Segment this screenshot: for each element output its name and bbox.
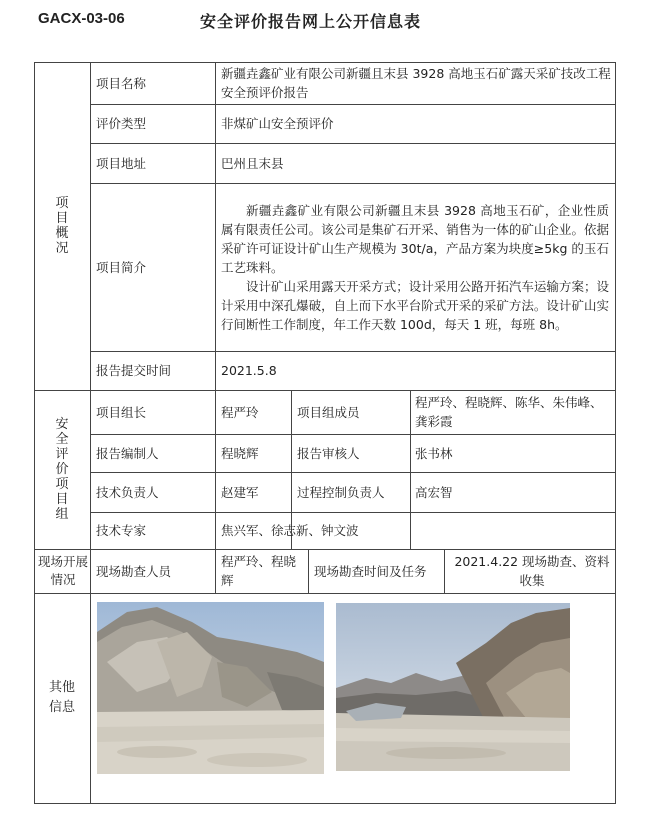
survey-time-value: 2021.4.22 现场勘查、资料收集 [454,554,610,588]
intro-paragraph-2: 设计矿山采用露天开采方式；设计采用公路开拓汽车运输方案；设计采用中深孔爆破，自上而下水平台阶式开采的采矿方法。设计矿山实行间断性工作制度，年工作天数 100d，每天 1 班，每班 8h。 [221,278,609,332]
leader-value: 程严玲 [221,404,259,420]
survey-time-label: 现场勘查时间及任务 [314,563,427,579]
quarry-photo-image [97,602,324,774]
page-title: 安全评价报告网上公开信息表 [200,12,422,31]
section-label-site: 现场开展情况 [38,554,89,587]
intro-paragraph-1: 新疆垚鑫矿业有限公司新疆且末县 3928 高地玉石矿，企业性质属有限责任公司。该公司是集矿石开采、销售为一体的矿山企业。依据采矿许可证设计矿山生产规模为 30t/a，产品方案为块度≥5kg 的玉石工艺珠料。 [221,202,609,275]
col-divider [444,549,445,593]
members-label: 项目组成员 [297,404,360,420]
section-label-other: 其他信息 [48,680,75,715]
process-lead-value: 高宏智 [415,484,453,500]
project-name-label: 项目名称 [96,75,147,91]
tech-lead-value: 赵建军 [221,484,259,500]
reviewer-value: 张书林 [415,445,453,461]
leader-label: 项目组长 [96,404,147,420]
experts-label: 技术专家 [96,523,147,538]
submit-time-label: 报告提交时间 [96,363,172,378]
process-lead-label: 过程控制负责人 [297,484,385,500]
site-photo-1 [97,602,324,774]
table-border-bottom [34,803,616,804]
section-label-overview [34,62,90,390]
author-label: 报告编制人 [96,445,159,461]
table-border-right [615,62,616,804]
address-value: 巴州且末县 [221,155,284,171]
section-divider [34,593,616,594]
section-label-overview-text: 项 目 概 况 [55,196,69,256]
eval-type-value: 非煤矿山安全预评价 [221,116,334,131]
survey-staff-label: 现场勘查人员 [96,563,172,579]
survey-staff-value: 程严玲、程晓辉 [221,554,297,588]
reviewer-label: 报告审核人 [297,445,360,461]
members-value: 程严玲、程晓辉、陈华、朱伟峰、龚彩霞 [415,395,603,429]
valley-photo-image [336,603,570,771]
info-table [34,62,616,804]
section-label-team [34,390,90,549]
tech-lead-label: 技术负责人 [96,484,159,500]
site-photo-2 [336,603,570,771]
eval-type-label: 评价类型 [96,116,147,131]
project-name-value: 新疆垚鑫矿业有限公司新疆且末县 3928 高地玉石矿露天采矿技改工程安全预评价报告 [221,66,611,100]
col-divider [90,62,91,804]
doc-code: GACX-03-06 [38,10,125,27]
address-label: 项目地址 [96,155,147,171]
col-divider [308,549,309,593]
author-value: 程晓辉 [221,445,259,461]
submit-time-value: 2021.5.8 [221,363,277,378]
intro-value [221,183,609,351]
col-divider [215,62,216,593]
section-label-team-text: 安 全 评 价 项 目 组 [55,417,69,522]
intro-label: 项目简介 [96,259,147,275]
experts-value: 焦兴军、徐志新、钟文波 [221,523,359,538]
